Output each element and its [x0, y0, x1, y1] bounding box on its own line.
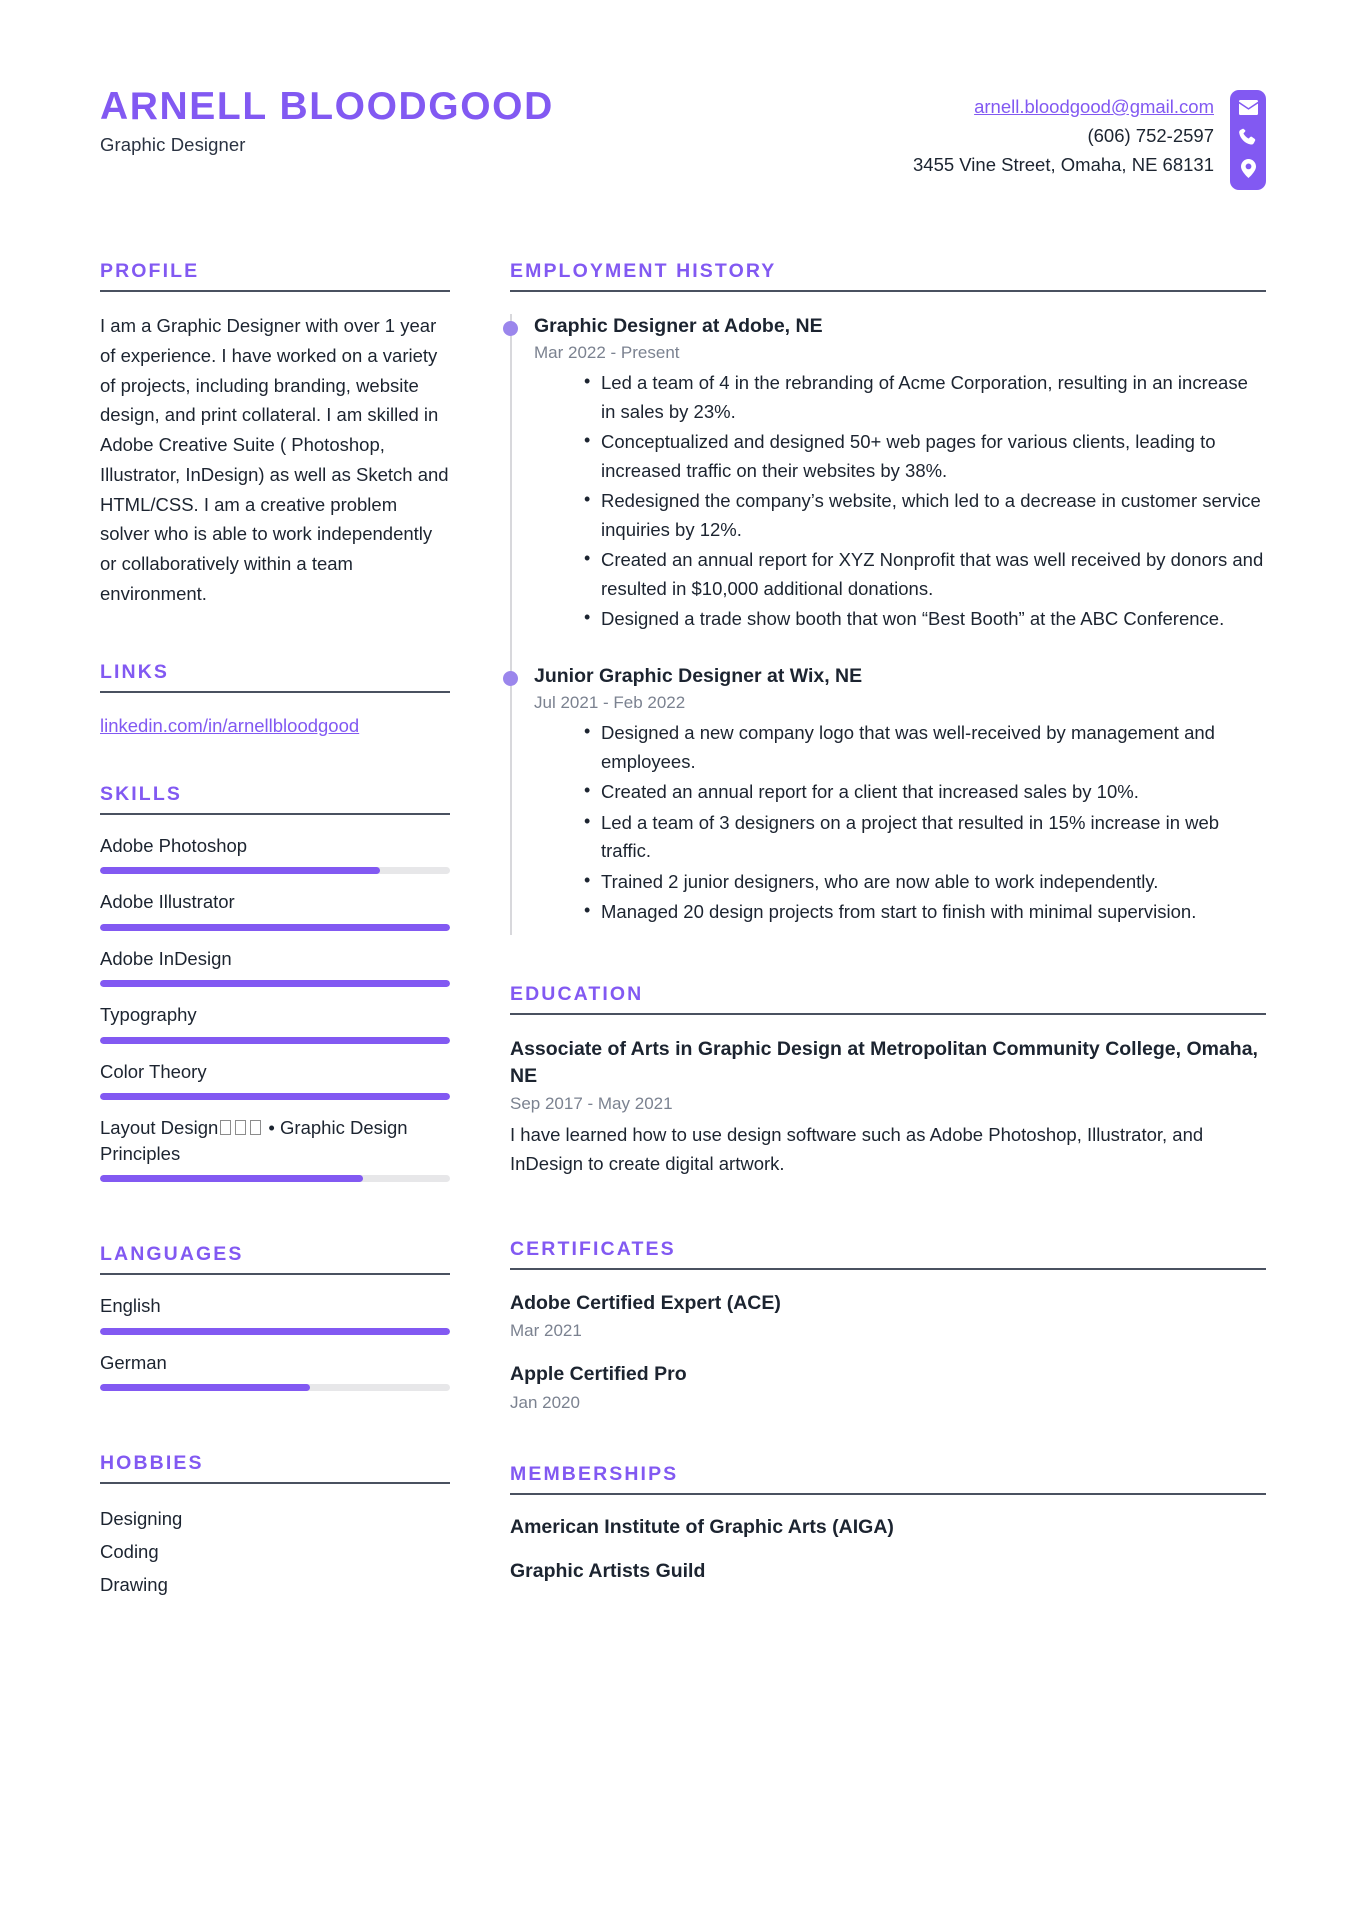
skill-bar-fill — [100, 980, 450, 987]
section-title-certificates: CERTIFICATES — [510, 1238, 676, 1261]
location-pin-icon — [1241, 159, 1256, 178]
skill-item — [100, 889, 450, 931]
skill-bar-fill — [100, 1175, 363, 1182]
resume-body — [100, 260, 1266, 1602]
page-title: ARNELL BLOODGOOD — [100, 85, 554, 128]
spacer — [100, 1406, 450, 1452]
skill-bar-track — [100, 980, 450, 987]
list-item: Drawing — [100, 1574, 168, 1596]
skill-bar-fill — [100, 1037, 450, 1044]
skill-label: Color Theory — [100, 1060, 207, 1082]
language-bar-track — [100, 1328, 450, 1335]
skill-item — [100, 946, 450, 988]
spacer — [510, 1178, 1266, 1238]
employment-dates: Mar 2022 - Present — [534, 343, 680, 363]
membership-entry: American Institute of Graphic Arts (AIGA) — [510, 1515, 894, 1538]
skill-bar-track — [100, 1093, 450, 1100]
section-title-links: LINKS — [100, 660, 169, 683]
section-links — [100, 661, 450, 737]
education-entry — [510, 1036, 1266, 1179]
header-job-title: Graphic Designer — [100, 134, 246, 156]
header-contact — [913, 80, 1266, 190]
section-employment-history — [510, 260, 1266, 935]
skill-bar-fill — [100, 924, 450, 931]
language-label: English — [100, 1295, 161, 1317]
phone-icon — [1239, 128, 1257, 146]
section-divider — [510, 1013, 1266, 1015]
certificate-title: Adobe Certified Expert (ACE) — [510, 1292, 781, 1315]
missing-glyph-icon — [220, 1120, 231, 1135]
employment-heading: Graphic Designer at Adobe, NE — [534, 315, 823, 337]
language-bar-fill — [100, 1328, 450, 1335]
employment-dates: Jul 2021 - Feb 2022 — [534, 693, 686, 713]
section-divider — [510, 1268, 1266, 1270]
bullet-item: • Redesigned the company’s website, which led to a decrease in customer service inquiries by 12%. — [584, 487, 1266, 544]
section-profile — [100, 260, 450, 609]
hobbies-list — [100, 1503, 450, 1602]
right-column — [510, 260, 1266, 1583]
employment-timeline — [510, 314, 1266, 935]
language-item — [100, 1293, 450, 1335]
profile-text: I am a Graphic Designer with over 1 year of experience. I have worked on a variety of projects, including branding, website design, and print collateral. I am skilled in Adobe Creative Suite ( Photoshop, Illustrator, InDesign) as well as Sketch and HTML/CSS. I am a creative problem solver who is able to work independently or collaboratively within a team environment. — [100, 315, 449, 605]
language-bar-fill — [100, 1384, 310, 1391]
employment-entry — [512, 314, 1266, 642]
section-divider — [100, 290, 450, 292]
section-title-education: EDUCATION — [510, 982, 644, 1005]
section-divider — [100, 691, 450, 693]
bullet-item: • Conceptualized and designed 50+ web pages for various clients, leading to increased traffic on their websites by 38%. — [584, 428, 1266, 485]
spacer — [100, 1197, 450, 1243]
bullet-item: • Designed a trade show booth that won “Best Booth” at the ABC Conference. — [584, 605, 1266, 633]
section-certificates — [510, 1238, 1266, 1413]
missing-glyph-icon — [235, 1120, 246, 1135]
missing-glyph-icon — [250, 1120, 261, 1135]
spacer — [100, 737, 450, 783]
employment-heading: Junior Graphic Designer at Wix, NE — [534, 664, 863, 687]
skill-label: Adobe Illustrator — [100, 891, 235, 913]
timeline-dot-icon — [503, 671, 518, 686]
spacer — [512, 642, 1266, 664]
skills-list — [100, 833, 450, 1183]
bullet-item: • Managed 20 design projects from start to finish with minimal supervision. — [584, 898, 1266, 926]
skill-item — [100, 833, 450, 875]
section-divider — [100, 813, 450, 815]
skill-bar-track — [100, 924, 450, 931]
skill-bar-track — [100, 1175, 450, 1182]
section-title-hobbies: HOBBIES — [100, 1452, 204, 1475]
resume-header — [100, 62, 1266, 190]
section-skills — [100, 783, 450, 1183]
skill-label-suffix: • Graphic Design Principles — [100, 1117, 408, 1164]
bullet-item: • Created an annual report for a client that increased sales by 10%. — [584, 778, 1266, 806]
contact-address: 3455 Vine Street, Omaha, NE 68131 — [913, 154, 1214, 176]
section-title-employment: EMPLOYMENT HISTORY — [510, 260, 777, 282]
list-item: Designing — [100, 1508, 183, 1530]
membership-entry: Graphic Artists Guild — [510, 1559, 706, 1582]
language-label: German — [100, 1351, 167, 1373]
section-title-skills: SKILLS — [100, 782, 182, 805]
spacer — [510, 935, 1266, 983]
education-title: Associate of Arts in Graphic Design at Metropolitan Community College, Omaha, NE — [510, 1037, 1258, 1087]
section-divider — [510, 290, 1266, 292]
employment-bullets — [534, 719, 1266, 926]
section-education — [510, 983, 1266, 1179]
timeline-dot-icon — [503, 321, 518, 336]
language-bar-track — [100, 1384, 450, 1391]
envelope-icon — [1239, 100, 1258, 115]
certificate-entry — [510, 1361, 1266, 1412]
skill-bar-fill — [100, 867, 380, 874]
section-title-memberships: MEMBERSHIPS — [510, 1462, 679, 1485]
skill-label-prefix: Layout Design — [100, 1117, 219, 1139]
bullet-item: • Led a team of 3 designers on a project that resulted in 15% increase in web traffic. — [584, 809, 1266, 866]
skill-item — [100, 1115, 450, 1182]
section-divider — [510, 1493, 1266, 1495]
skill-label: Typography — [100, 1004, 197, 1026]
skill-bar-fill — [100, 1093, 450, 1100]
education-dates: Sep 2017 - May 2021 — [510, 1094, 673, 1114]
contact-phone: (606) 752-2597 — [1087, 125, 1214, 147]
skill-label — [100, 1115, 450, 1166]
certificate-title: Apple Certified Pro — [510, 1363, 687, 1386]
education-description: I have learned how to use design software such as Adobe Photoshop, Illustrator, and InDesign to create digital artwork. — [510, 1124, 1204, 1175]
left-column — [100, 260, 450, 1602]
section-divider — [100, 1482, 450, 1484]
section-title-profile: PROFILE — [100, 260, 200, 282]
contact-icon-badge — [1230, 90, 1266, 190]
section-hobbies — [100, 1452, 450, 1602]
skill-label: Adobe InDesign — [100, 947, 232, 969]
list-item: Coding — [100, 1541, 159, 1563]
language-item — [100, 1350, 450, 1392]
bullet-item: • Led a team of 4 in the rebranding of Acme Corporation, resulting in an increase in sales by 23%. — [584, 369, 1266, 426]
skill-bar-track — [100, 1037, 450, 1044]
spacer — [510, 1413, 1266, 1463]
skill-bar-track — [100, 867, 450, 874]
skill-label: Adobe Photoshop — [100, 834, 248, 856]
certificate-dates: Mar 2021 — [510, 1321, 582, 1341]
bullet-item: • Created an annual report for XYZ Nonprofit that was well received by donors and resulted in $10,000 additional donations. — [584, 546, 1266, 603]
certificate-dates: Jan 2020 — [510, 1392, 580, 1412]
spacer — [100, 609, 450, 661]
links-list — [100, 715, 450, 737]
skill-item — [100, 1002, 450, 1044]
certificate-entry — [510, 1290, 1266, 1341]
header-identity — [100, 80, 554, 156]
employment-bullets — [534, 369, 1266, 633]
section-memberships — [510, 1463, 1266, 1583]
contact-details — [913, 90, 1230, 180]
section-languages — [100, 1243, 450, 1391]
section-title-languages: LANGUAGES — [100, 1243, 244, 1266]
bullet-item: • Designed a new company logo that was well-received by management and employees. — [584, 719, 1266, 776]
languages-list — [100, 1293, 450, 1391]
bullet-item: • Trained 2 junior designers, who are now able to work independently. — [584, 868, 1266, 896]
link-item-linkedin[interactable]: linkedin.com/in/arnellbloodgood — [100, 714, 360, 736]
contact-email-link[interactable]: arnell.bloodgood@gmail.com — [974, 96, 1214, 117]
employment-entry — [512, 664, 1266, 935]
section-divider — [100, 1273, 450, 1275]
skill-item — [100, 1059, 450, 1101]
